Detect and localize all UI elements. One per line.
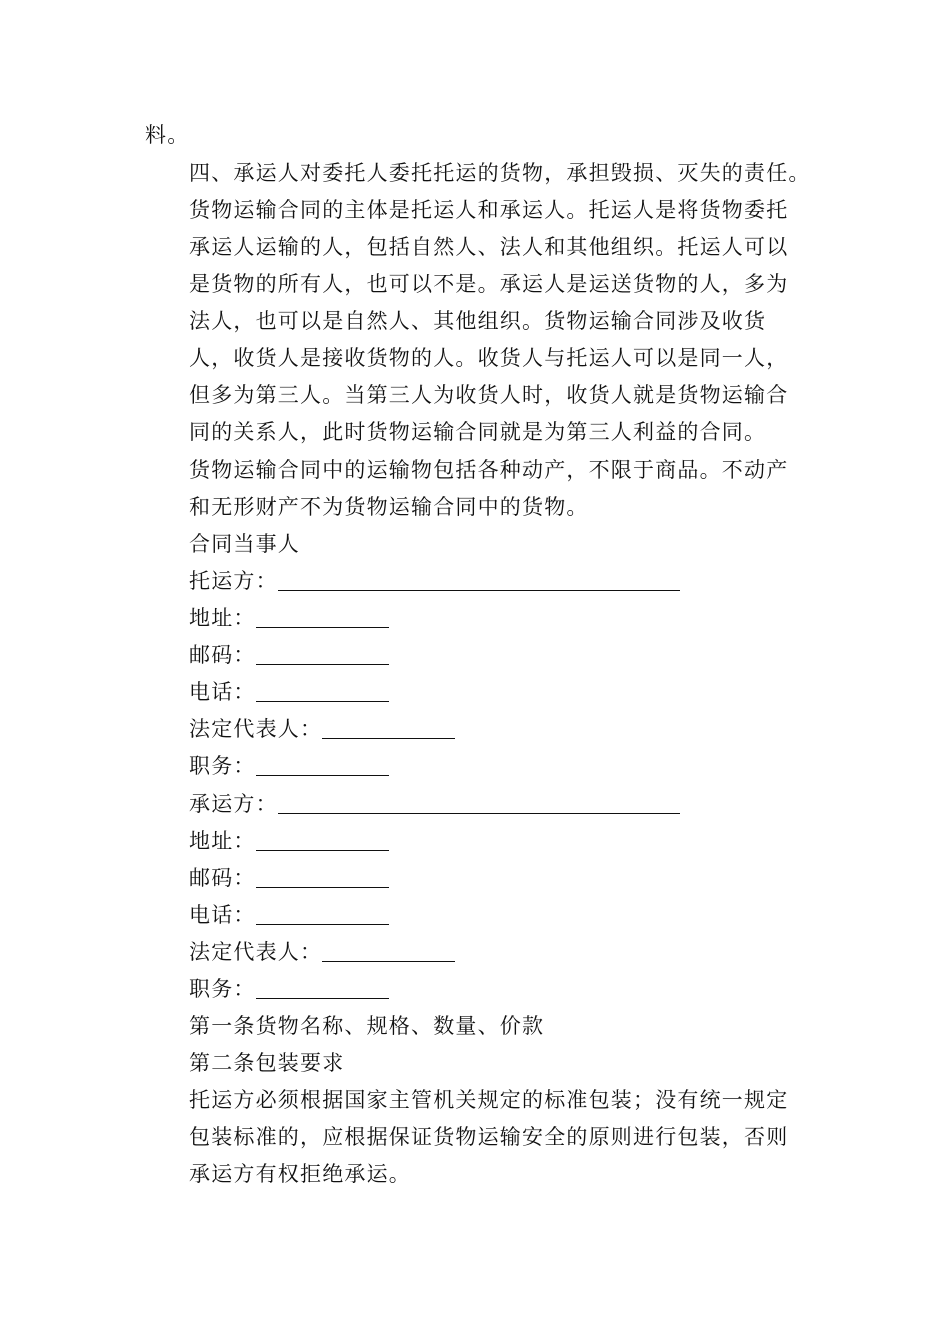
paragraph-text: 货物运输合同中的运输物包括各种动产，不限于商品。不动产和无形财产不为货物运输合同中的货物。 bbox=[189, 458, 789, 519]
shipper-phone-field[interactable] bbox=[189, 674, 389, 711]
field-label: 邮码： bbox=[189, 643, 256, 667]
fill-in-blank[interactable] bbox=[278, 568, 680, 591]
paragraph-text: 货物运输合同的主体是托运人和承运人。托运人是将货物委托承运人运输的人，包括自然人、法人和其他组织。托运人可以是货物的所有人，也可以不是。承运人是运送货物的人，多为法人，也可以是自然人、其他组织。货物运输合同涉及收货人，收货人是接收货物的人。收货人与托运人可以是同一人，但多为第三人。当第三人为收货人时，收货人就是货物运输合同的关系人，此时货物运输合同就是为第三人利益的合同。 bbox=[189, 198, 789, 444]
carrier-position-field[interactable] bbox=[189, 971, 389, 1008]
carrier-postcode-field[interactable] bbox=[189, 860, 389, 897]
carrier-name-field[interactable] bbox=[189, 786, 680, 823]
shipper-name-field[interactable] bbox=[189, 563, 680, 600]
article-two-heading: 第二条包装要求 bbox=[189, 1051, 345, 1075]
paragraph-contract-subject bbox=[145, 192, 810, 451]
carrier-legal-rep-field[interactable] bbox=[189, 934, 455, 971]
fill-in-blank[interactable] bbox=[256, 902, 389, 925]
fill-in-blank[interactable] bbox=[256, 642, 389, 665]
carrier-phone-field[interactable] bbox=[189, 897, 389, 934]
clause-four: 四、承运人对委托人委托托运的货物，承担毁损、灭失的责任。 bbox=[189, 161, 811, 185]
fill-in-blank[interactable] bbox=[256, 976, 389, 999]
shipper-postcode-field[interactable] bbox=[189, 637, 389, 674]
fill-in-blank[interactable] bbox=[278, 791, 680, 814]
field-label: 托运方： bbox=[189, 569, 278, 593]
shipper-address-field[interactable] bbox=[189, 600, 389, 637]
fill-in-blank[interactable] bbox=[322, 716, 455, 739]
field-label: 法定代表人： bbox=[189, 940, 323, 964]
fill-in-blank[interactable] bbox=[322, 939, 455, 962]
fill-in-blank[interactable] bbox=[256, 865, 389, 888]
parties-heading: 合同当事人 bbox=[189, 532, 300, 556]
shipper-position-field[interactable] bbox=[189, 748, 389, 785]
fill-in-blank[interactable] bbox=[256, 679, 389, 702]
article-one-heading: 第一条货物名称、规格、数量、价款 bbox=[189, 1014, 545, 1038]
field-label: 职务： bbox=[189, 754, 256, 778]
paragraph-contract-object bbox=[145, 452, 810, 526]
paragraph-text: 托运方必须根据国家主管机关规定的标准包装；没有统一规定包装标准的，应根据保证货物运输安全的原则进行包装，否则承运方有权拒绝承运。 bbox=[189, 1088, 789, 1186]
field-label: 承运方： bbox=[189, 792, 278, 816]
field-label: 邮码： bbox=[189, 866, 256, 890]
continued-text: 料。 bbox=[145, 123, 190, 147]
field-label: 电话： bbox=[189, 903, 256, 927]
field-label: 法定代表人： bbox=[189, 717, 323, 741]
field-label: 地址： bbox=[189, 606, 256, 630]
field-label: 地址： bbox=[189, 829, 256, 853]
shipper-legal-rep-field[interactable] bbox=[189, 711, 455, 748]
fill-in-blank[interactable] bbox=[256, 605, 389, 628]
fill-in-blank[interactable] bbox=[256, 828, 389, 851]
fill-in-blank[interactable] bbox=[256, 753, 389, 776]
field-label: 电话： bbox=[189, 680, 256, 704]
carrier-address-field[interactable] bbox=[189, 823, 389, 860]
paragraph-packing bbox=[145, 1082, 810, 1193]
field-label: 职务： bbox=[189, 977, 256, 1001]
